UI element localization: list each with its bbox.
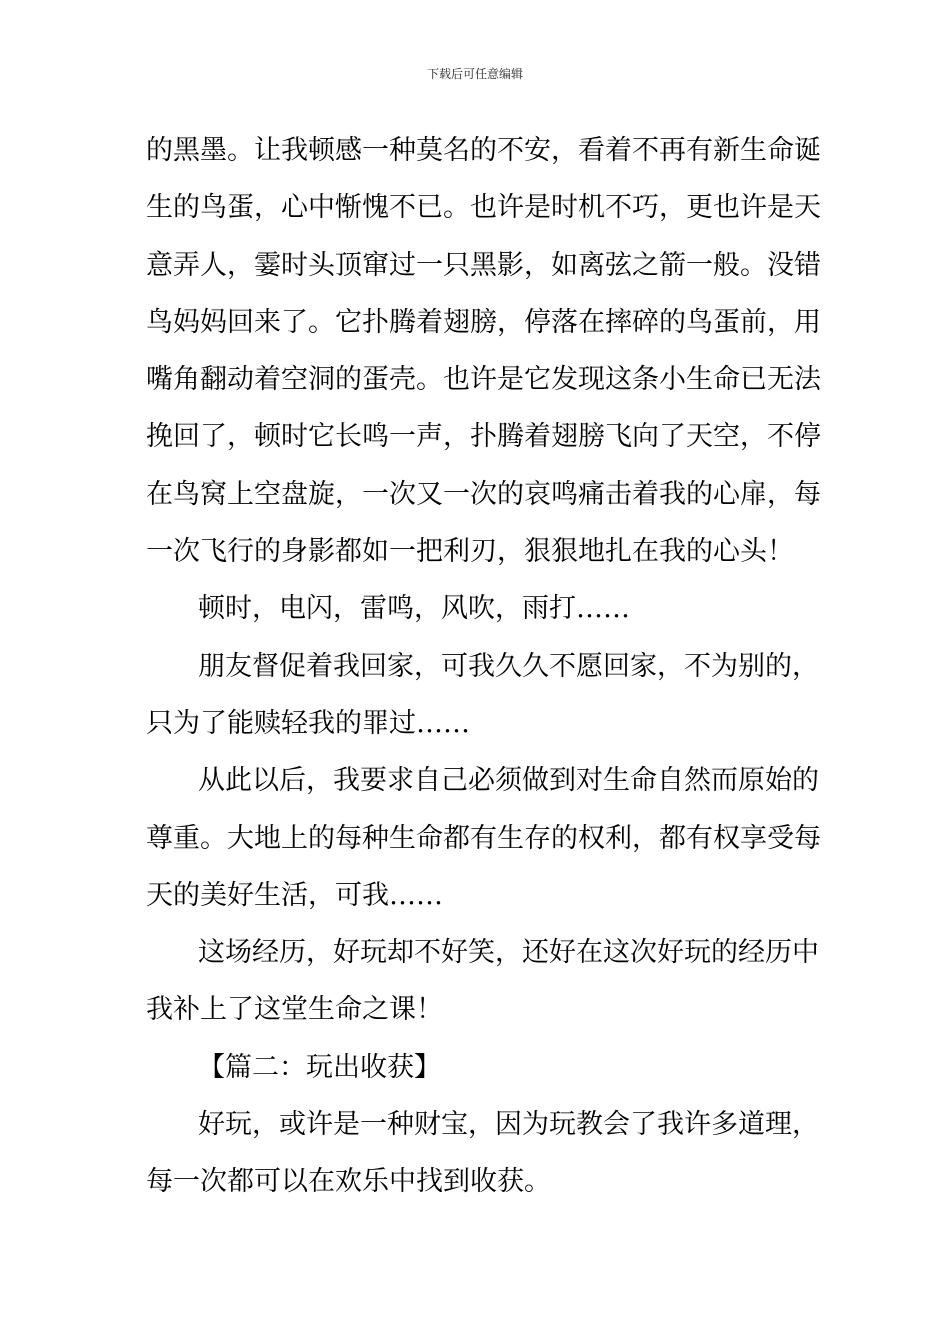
text-line: 一次飞行的身影都如一把利刃，狠狠地扎在我的心头！ <box>146 536 794 568</box>
text-line: 每一次都可以在欢乐中找到收获。 <box>146 1166 551 1198</box>
text-line: 生的鸟蛋，心中惭愧不已。也许是时机不巧，更也许是天 <box>146 192 821 224</box>
text-line: 我补上了这堂生命之课！ <box>146 994 443 1026</box>
text-line: 天的美好生活，可我…… <box>146 879 443 911</box>
paragraph-start-line: 朋友督促着我回家，可我久久不愿回家，不为别的， <box>198 650 819 682</box>
section-heading: 【篇二：玩出收获】 <box>198 1051 441 1083</box>
text-line: 嘴角翻动着空洞的蛋壳。也许是它发现这条小生命已无法 <box>146 364 821 396</box>
paragraph-start-line: 这场经历，好玩却不好笑，还好在这次好玩的经历中 <box>198 937 819 969</box>
text-line: 的黑墨。让我顿感一种莫名的不安，看着不再有新生命诞 <box>146 135 821 166</box>
paragraph-start-line: 顿时，电闪，雷鸣，风吹，雨打…… <box>198 593 630 625</box>
text-line: 鸟妈妈回来了。它扑腾着翅膀，停落在摔碎的鸟蛋前，用 <box>146 306 821 338</box>
paragraph-start-line: 好玩，或许是一种财宝，因为玩教会了我许多道理， <box>198 1109 819 1141</box>
page-header: 下载后可任意编辑 <box>426 67 523 81</box>
text-line: 只为了能赎轻我的罪过…… <box>146 707 470 739</box>
paragraph-start-line: 从此以后，我要求自己必须做到对生命自然而原始的 <box>198 765 819 797</box>
document-body <box>146 122 821 1211</box>
text-line: 挽回了，顿时它长鸣一声，扑腾着翅膀飞向了天空，不停 <box>146 421 821 453</box>
text-line: 意弄人，霎时头顶窜过一只黑影，如离弦之箭一般。没错 <box>146 249 821 281</box>
text-line: 尊重。大地上的每种生命都有生存的权利，都有权享受每 <box>146 822 821 854</box>
text-line: 在鸟窝上空盘旋，一次又一次的哀鸣痛击着我的心扉，每 <box>146 478 821 510</box>
